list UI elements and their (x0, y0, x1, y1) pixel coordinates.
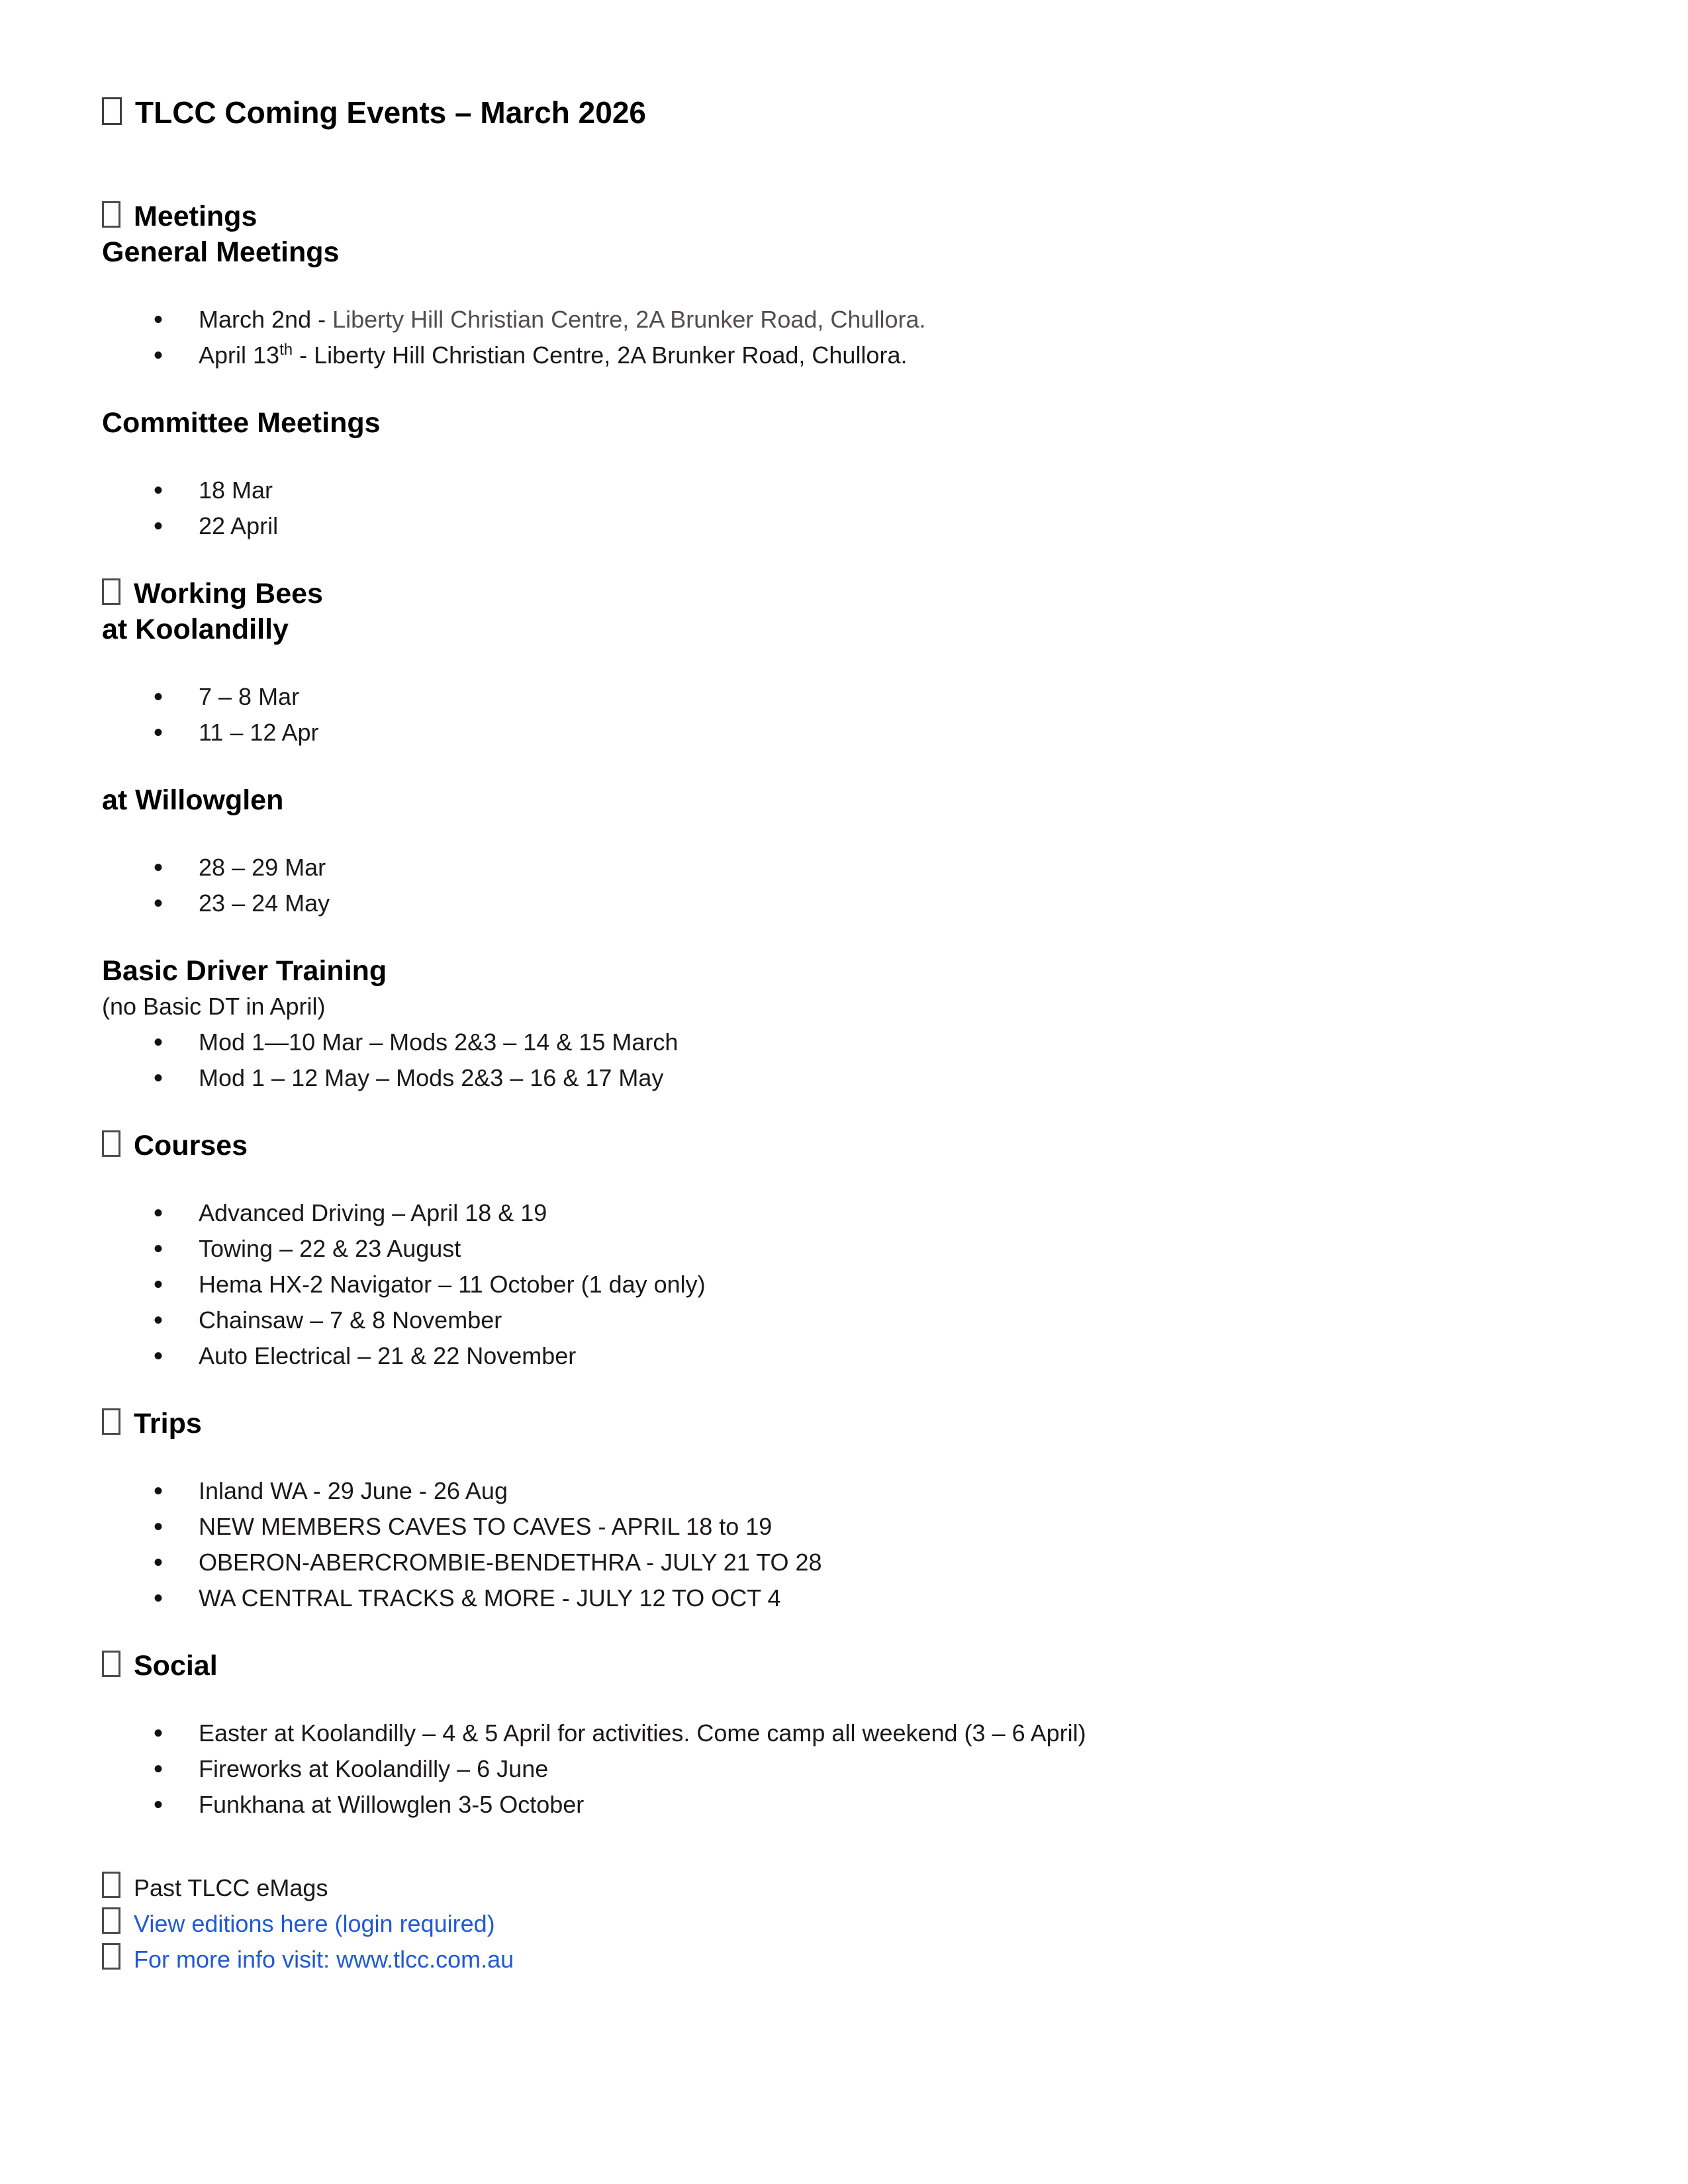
list-item: • 7 – 8 Mar (102, 679, 1582, 715)
list-item: • Inland WA - 29 June - 26 Aug (102, 1473, 1582, 1509)
missing-glyph-icon (102, 1943, 120, 1970)
missing-glyph-icon (102, 1651, 120, 1677)
list-item (102, 302, 1582, 338)
missing-glyph-icon (102, 1408, 120, 1435)
view-editions-link[interactable]: View editions here (login required) (134, 1910, 495, 1937)
ordinal-suffix: th (279, 341, 293, 359)
more-info-line (102, 1942, 1582, 1978)
missing-glyph-icon (102, 97, 122, 125)
missing-glyph-icon (102, 1907, 120, 1934)
section-heading-meetings-label: Meetings (134, 201, 258, 232)
section-heading-courses (102, 1128, 1582, 1163)
committee-meetings-list (102, 473, 1582, 544)
list-item: • 28 – 29 Mar (102, 850, 1582, 886)
meeting-venue: - Liberty Hill Christian Centre, 2A Brunker Road, Chullora. (293, 341, 908, 369)
section-heading-social (102, 1648, 1582, 1684)
subheading-general-meetings: General Meetings (102, 236, 340, 268)
meeting-date: March 2nd - (199, 306, 333, 333)
missing-glyph-icon (102, 201, 120, 228)
past-emags-label: Past TLCC eMags (134, 1874, 328, 1901)
section-heading-courses-label: Courses (134, 1130, 248, 1161)
subheading-at-willowglen: at Willowglen (102, 784, 284, 816)
more-info-link[interactable]: For more info visit: www.tlcc.com.au (134, 1946, 514, 1973)
section-heading-social-label: Social (134, 1650, 218, 1682)
list-item: • Towing – 22 & 23 August (102, 1231, 1582, 1267)
list-item (102, 338, 1582, 373)
list-item: • Hema HX-2 Navigator – 11 October (1 day only) (102, 1267, 1582, 1302)
list-item: • Easter at Koolandilly – 4 & 5 April for activities. Come camp all weekend (3 – 6 April) (102, 1715, 1582, 1751)
missing-glyph-icon (102, 1130, 120, 1157)
list-item: • 11 – 12 Apr (102, 715, 1582, 751)
basic-dt-note: (no Basic DT in April) (102, 993, 326, 1020)
list-item: • Fireworks at Koolandilly – 6 June (102, 1751, 1582, 1787)
koolandilly-working-bees-list (102, 679, 1582, 751)
section-heading-trips-label: Trips (134, 1408, 202, 1439)
list-item: • OBERON-ABERCROMBIE-BENDETHRA - JULY 21 TO 28 (102, 1545, 1582, 1580)
section-heading-working-bees-label: Working Bees (134, 578, 323, 610)
list-item: • Funkhana at Willowglen 3-5 October (102, 1787, 1582, 1823)
meeting-date: April 13 (199, 341, 280, 369)
missing-glyph-icon (102, 1872, 120, 1898)
courses-list (102, 1195, 1582, 1374)
list-item: • Auto Electrical – 21 & 22 November (102, 1338, 1582, 1374)
view-editions-line (102, 1906, 1582, 1942)
page-title-text: TLCC Coming Events – March 2026 (135, 95, 646, 130)
page-title (102, 93, 1582, 132)
meeting-venue: Liberty Hill Christian Centre, 2A Brunker Road, Chullora. (332, 306, 926, 333)
section-heading-working-bees (102, 576, 1582, 612)
willowglen-working-bees-list (102, 850, 1582, 921)
list-item: • 18 Mar (102, 473, 1582, 508)
list-item: • Advanced Driving – April 18 & 19 (102, 1195, 1582, 1231)
missing-glyph-icon (102, 578, 120, 605)
basic-dt-list (102, 1024, 1582, 1096)
subheading-at-koolandilly: at Koolandilly (102, 614, 289, 645)
subheading-committee-meetings: Committee Meetings (102, 407, 381, 439)
list-item: • Mod 1 – 12 May – Mods 2&3 – 16 & 17 May (102, 1060, 1582, 1096)
past-emags-line (102, 1870, 1582, 1906)
list-item: • 23 – 24 May (102, 886, 1582, 921)
section-heading-trips (102, 1406, 1582, 1441)
section-heading-meetings (102, 199, 1582, 234)
social-list (102, 1715, 1582, 1823)
list-item: • WA CENTRAL TRACKS & MORE - JULY 12 TO OCT 4 (102, 1580, 1582, 1616)
subheading-basic-driver-training: Basic Driver Training (102, 955, 387, 987)
general-meetings-list (102, 302, 1582, 373)
list-item: • Chainsaw – 7 & 8 November (102, 1302, 1582, 1338)
list-item: • Mod 1—10 Mar – Mods 2&3 – 14 & 15 March (102, 1024, 1582, 1060)
list-item: • 22 April (102, 508, 1582, 544)
list-item: • NEW MEMBERS CAVES TO CAVES - APRIL 18 to 19 (102, 1509, 1582, 1545)
trips-list (102, 1473, 1582, 1616)
